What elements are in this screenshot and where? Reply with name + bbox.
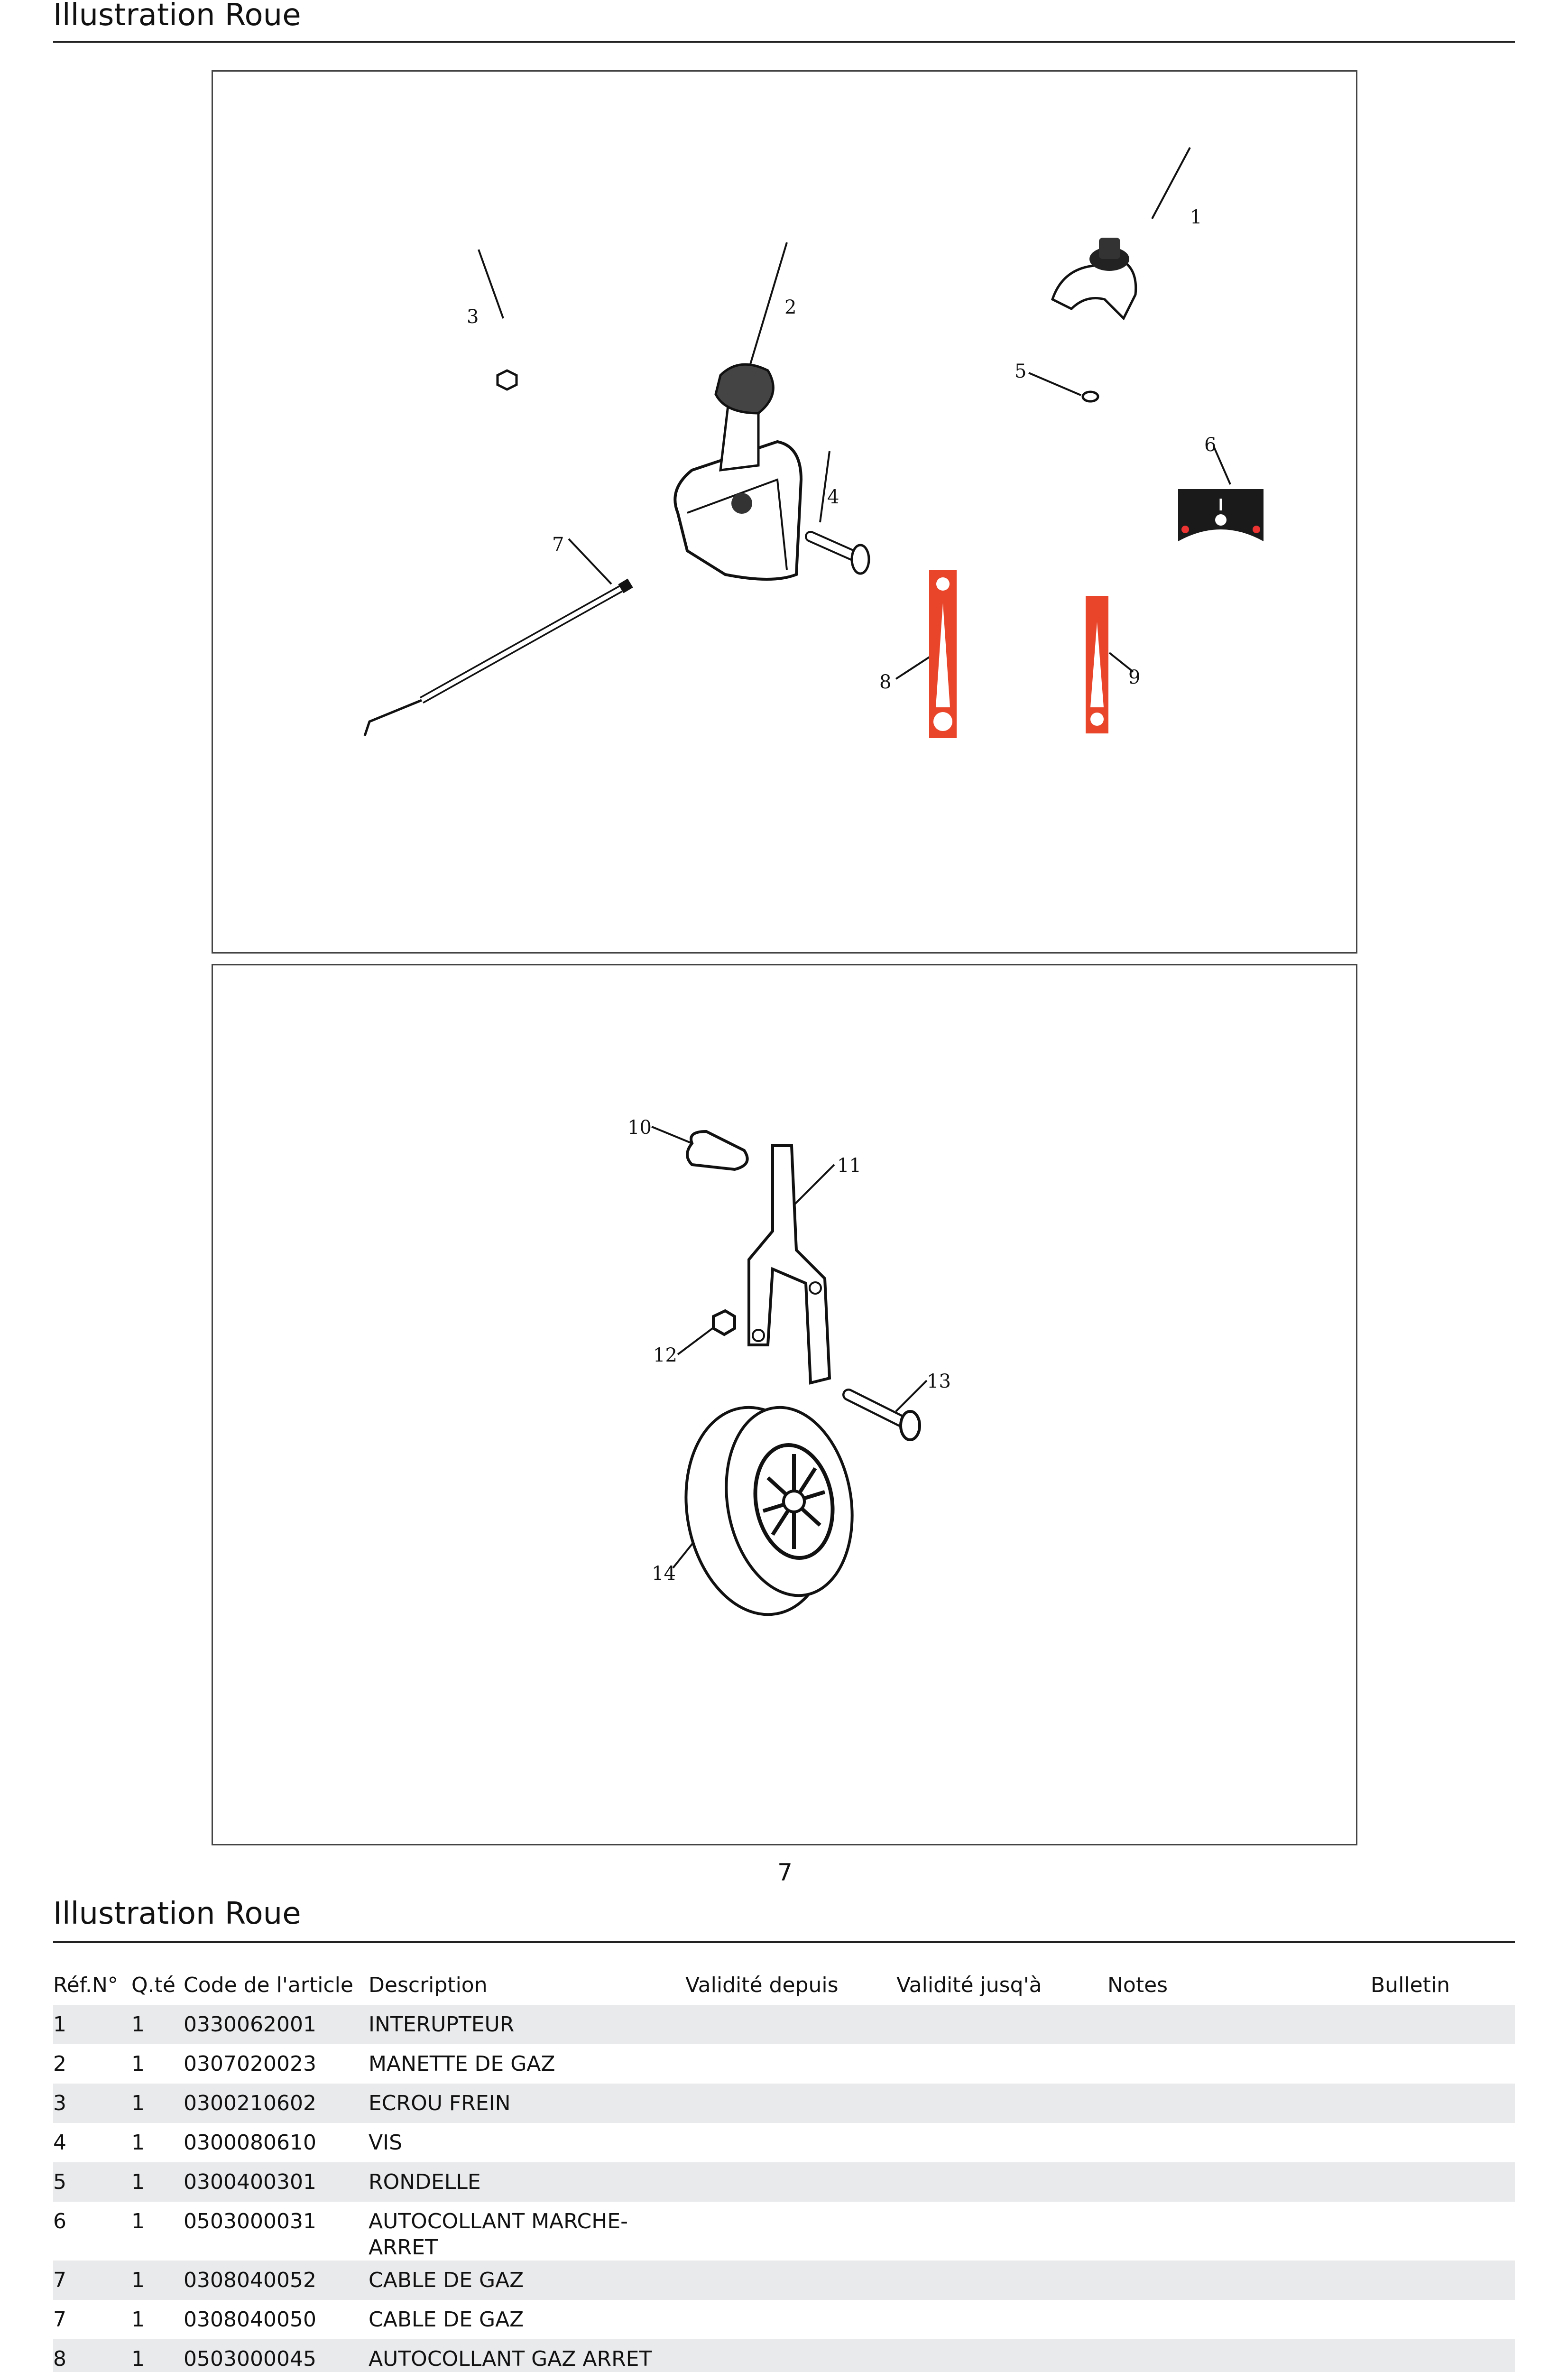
cell-empty <box>896 2339 1107 2372</box>
cell-code: 0300080610 <box>184 2131 316 2155</box>
washer-part <box>1083 392 1098 401</box>
cell-desc: AUTOCOLLANT GAZ ARRET <box>369 2339 685 2372</box>
column-header: Code de l'article <box>184 1973 353 1997</box>
cell-code: 0300400301 <box>184 2162 369 2202</box>
title-rule <box>53 1941 1515 1943</box>
table-row <box>53 2339 1515 2372</box>
cell-qty: 1 <box>131 2131 145 2155</box>
table-row <box>53 2261 1515 2300</box>
exploded-view-throttle <box>212 70 1357 954</box>
cell-desc: ECROU FREIN <box>369 2084 685 2123</box>
cell-empty <box>1371 2044 1515 2084</box>
pin-part <box>687 1131 747 1169</box>
cell-empty <box>1371 2162 1515 2202</box>
cell-empty <box>685 2005 896 2044</box>
callout-number: 6 <box>1204 434 1217 456</box>
cell-empty <box>896 2123 1107 2162</box>
cell-empty <box>896 2261 1107 2300</box>
cell-empty <box>1371 2202 1515 2261</box>
nut-part <box>713 1311 735 1334</box>
cell-qty: 1 <box>131 2052 145 2076</box>
callout-number: 13 <box>927 1371 951 1392</box>
column-header: Notes <box>1107 1973 1168 1997</box>
throttle-diagram-drawing <box>213 72 1359 955</box>
table-row <box>53 2044 1515 2084</box>
cell-qty: 1 <box>131 2261 184 2300</box>
screw-part <box>811 537 869 574</box>
cell-qty: 1 <box>131 2339 184 2372</box>
cell-empty <box>685 2084 896 2123</box>
cell-empty <box>685 2123 896 2162</box>
cell-ref: 4 <box>53 2131 66 2155</box>
cell-desc: AUTOCOLLANT MARCHE-ARRET <box>369 2209 628 2260</box>
cell-empty <box>1107 2084 1371 2123</box>
cell-empty <box>896 2162 1107 2202</box>
callout-number: 10 <box>627 1117 652 1139</box>
on-off-sticker-part <box>1178 489 1264 541</box>
cell-empty <box>896 2300 1107 2339</box>
cell-code: 0300210602 <box>184 2084 369 2123</box>
cell-empty <box>896 2084 1107 2123</box>
gas-label-part <box>1086 596 1108 733</box>
cell-empty <box>1107 2261 1371 2300</box>
cell-desc: INTERUPTEUR <box>369 2005 685 2044</box>
cell-qty: 1 <box>131 2084 184 2123</box>
cell-empty <box>685 2261 896 2300</box>
table-row <box>53 2005 1515 2044</box>
cell-empty <box>685 2162 896 2202</box>
cell-empty <box>685 2339 896 2372</box>
cell-ref: 7 <box>53 2261 131 2300</box>
exploded-view-wheel <box>212 964 1357 1845</box>
leader-line <box>792 1165 834 1207</box>
cell-ref: 6 <box>53 2209 66 2233</box>
cell-empty <box>1107 2005 1371 2044</box>
cell-desc: CABLE DE GAZ <box>369 2261 685 2300</box>
cell-code: 0503000031 <box>184 2209 316 2233</box>
callout-number: 3 <box>467 306 479 328</box>
callout-number: 2 <box>784 296 797 318</box>
cell-ref: 3 <box>53 2084 131 2123</box>
column-header: Q.té <box>131 1973 175 1997</box>
cell-empty <box>1107 2339 1371 2372</box>
page-number: 7 <box>777 1859 793 1886</box>
callout-number: 9 <box>1128 667 1141 688</box>
callout-number: 12 <box>653 1344 677 1366</box>
callout-number: 7 <box>552 534 564 556</box>
table-row <box>53 2300 1515 2339</box>
cell-code: 0308040050 <box>184 2307 316 2332</box>
throttle-lever-part <box>675 364 801 579</box>
callout-number: 8 <box>879 671 892 693</box>
cell-code: 0330062001 <box>184 2005 369 2044</box>
cell-code: 0307020023 <box>184 2052 316 2076</box>
cell-empty <box>685 2044 896 2084</box>
cell-empty <box>1107 2202 1371 2261</box>
cell-empty <box>1371 2261 1515 2300</box>
table-row <box>53 2123 1515 2162</box>
switch-part <box>1052 238 1136 318</box>
cell-desc: MANETTE DE GAZ <box>369 2052 555 2076</box>
nut-part <box>498 371 517 389</box>
callout-number: 14 <box>652 1563 676 1584</box>
cell-empty <box>896 2044 1107 2084</box>
cell-empty <box>1371 2123 1515 2162</box>
cell-empty <box>685 2300 896 2339</box>
cell-qty: 1 <box>131 2307 145 2332</box>
cell-code: 0503000045 <box>184 2339 369 2372</box>
column-header: Validité jusq'à <box>896 1973 1042 1997</box>
callout-number: 1 <box>1190 206 1202 228</box>
cell-code: 0308040052 <box>184 2261 369 2300</box>
bolt-part <box>849 1395 920 1440</box>
leader-line <box>896 1381 927 1411</box>
column-header: Validité depuis <box>685 1973 839 1997</box>
column-header: Bulletin <box>1371 1973 1450 1997</box>
cell-empty <box>1107 2044 1371 2084</box>
cell-ref: 8 <box>53 2339 131 2372</box>
cell-empty <box>1371 2084 1515 2123</box>
cell-empty <box>1371 2005 1515 2044</box>
cell-ref: 2 <box>53 2052 66 2076</box>
column-header: Réf.N° <box>53 1973 118 1997</box>
table-row <box>53 2202 1515 2261</box>
leader-line <box>652 1127 692 1143</box>
cell-empty <box>685 2202 896 2261</box>
callout-number: 11 <box>837 1155 861 1177</box>
column-header: Description <box>369 1973 488 1997</box>
cell-empty <box>1107 2162 1371 2202</box>
leader-line <box>744 242 787 385</box>
parts-table <box>53 1965 1515 2372</box>
cell-qty: 1 <box>131 2209 145 2233</box>
cell-ref: 7 <box>53 2307 66 2332</box>
leader-line <box>1029 373 1081 395</box>
table-row <box>53 2084 1515 2123</box>
section-title: Illustration Roue <box>53 0 301 33</box>
callout-number: 5 <box>1015 361 1027 382</box>
cell-desc: VIS <box>369 2131 403 2155</box>
cell-qty: 1 <box>131 2005 184 2044</box>
wheel-part <box>670 1396 867 1626</box>
cell-empty <box>896 2005 1107 2044</box>
callout-number: 4 <box>827 486 839 508</box>
table-row <box>53 2162 1515 2202</box>
cell-ref: 5 <box>53 2162 131 2202</box>
leader-line <box>479 250 503 318</box>
cell-desc: CABLE DE GAZ <box>369 2307 524 2332</box>
leader-line <box>678 1326 716 1354</box>
table-header-row <box>53 1965 1515 2005</box>
leader-line <box>1152 148 1190 219</box>
title-rule <box>53 41 1515 43</box>
cell-ref: 1 <box>53 2005 131 2044</box>
cell-empty <box>1107 2300 1371 2339</box>
section-title: Illustration Roue <box>53 1896 301 1931</box>
throttle-cable-part <box>365 583 630 736</box>
cell-desc: RONDELLE <box>369 2162 685 2202</box>
cell-qty: 1 <box>131 2162 184 2202</box>
wheel-diagram-drawing <box>213 965 1359 1847</box>
leader-line <box>569 539 611 584</box>
cell-empty <box>1371 2339 1515 2372</box>
cell-empty <box>896 2202 1107 2261</box>
cell-empty <box>1371 2300 1515 2339</box>
gas-stop-sticker-part <box>929 570 957 738</box>
cell-empty <box>1107 2123 1371 2162</box>
